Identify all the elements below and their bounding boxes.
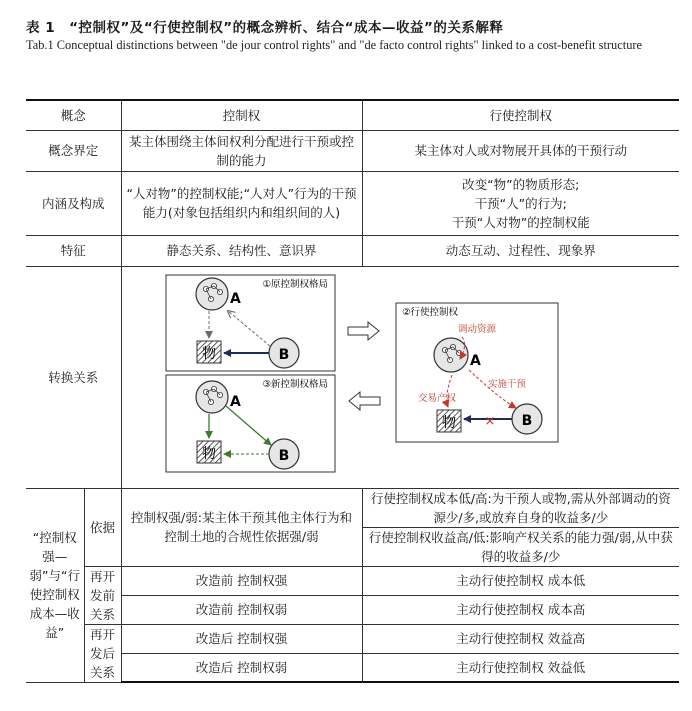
row-label-before: 再开发前关系 <box>84 566 121 624</box>
exercise-line: 干预“人”的行为; <box>474 195 567 211</box>
table-caption-en: Tab.1 Conceptual distinctions between "de jour control rights" and "de facto control rights" linked to a cost-benefit structure <box>26 38 643 52</box>
row-label-transform: 转换关系 <box>26 266 121 488</box>
row-before-1 <box>26 566 679 595</box>
cell-connotation-control: “人对物”的控制权能;“人对人”行为的干预能力(对象包括组织内和组织间的人) <box>121 171 362 235</box>
row-transform <box>26 266 679 488</box>
concept-table <box>26 99 679 683</box>
mobilize-label: 调动资源 <box>457 323 496 335</box>
cell-connotation-exercise <box>362 171 679 235</box>
row-after-1 <box>26 624 679 653</box>
cell-after-control: 改造后 控制权弱 <box>121 653 362 682</box>
panel-exercise <box>396 303 558 442</box>
cross-icon: × <box>484 413 495 429</box>
row-label-after: 再开发后关系 <box>84 624 121 682</box>
object-label: 物 <box>441 414 456 431</box>
cell-definition-control: 某主体围绕主体间权利分配进行干预或控制的能力 <box>121 130 362 171</box>
cell-before-control: 改造前 控制权弱 <box>121 595 362 624</box>
cell-after-exercise: 主动行使控制权 效益高 <box>362 624 679 653</box>
table-caption-cn: 表 1 “控制权”及“行使控制权”的概念辨析、结合“成本—收益”的关系解释 <box>26 20 504 36</box>
node-a-circle <box>196 278 228 310</box>
transform-diagram-cell <box>121 266 679 488</box>
row-label-feature: 特征 <box>26 235 121 266</box>
row-label-connotation: 内涵及构成 <box>26 171 121 235</box>
arrow-right-transition-icon <box>348 322 379 340</box>
row-definition <box>26 130 679 171</box>
cell-basis-benefit: 行使控制权收益高/低:影响产权关系的能力强/弱,从中获得的收益多/少 <box>362 527 679 566</box>
row-feature <box>26 235 679 266</box>
row-label-group: “控制权强—弱”与“行使控制权成本—收益” <box>26 488 84 682</box>
object-label: 物 <box>201 445 216 462</box>
panel-exercise-title: ②行使控制权 <box>401 306 458 318</box>
row-connotation <box>26 171 679 235</box>
cell-feature-exercise: 动态互动、过程性、现象界 <box>362 235 679 266</box>
arrow-left-transition-icon <box>349 392 380 410</box>
trade-label: 交易产权 <box>417 392 456 404</box>
exercise-line: 干预“人对物”的控制权能 <box>451 214 590 230</box>
cell-after-exercise: 主动行使控制权 效益低 <box>362 653 679 682</box>
header-control: 控制权 <box>121 100 362 130</box>
panel-original-title: ①原控制权格局 <box>261 278 328 290</box>
cell-definition-exercise: 某主体对人或对物展开具体的干预行动 <box>362 130 679 171</box>
row-label-basis: 依据 <box>84 488 121 566</box>
row-before-2 <box>26 595 679 624</box>
row-label-definition: 概念界定 <box>26 130 121 171</box>
header-concept: 概念 <box>26 100 121 130</box>
object-label: 物 <box>201 345 216 362</box>
exercise-line: 改变“物”的物质形态; <box>462 176 580 192</box>
panel-new-title: ③新控制权格局 <box>261 378 328 390</box>
header-exercise: 行使控制权 <box>362 100 679 130</box>
cell-before-exercise: 主动行使控制权 成本低 <box>362 566 679 595</box>
cell-before-exercise: 主动行使控制权 成本高 <box>362 595 679 624</box>
cell-feature-control: 静态关系、结构性、意识界 <box>121 235 362 266</box>
node-a-label: A <box>229 290 241 307</box>
row-basis-cost <box>26 488 679 527</box>
node-b-label: B <box>521 412 532 429</box>
node-b-label: B <box>278 447 289 464</box>
panel-new <box>166 375 335 472</box>
cell-basis-cost: 行使控制权成本低/高:为干预人或物,需从外部调动的资源少/多,或放弃自身的收益多/少 <box>362 488 679 527</box>
node-a-label: A <box>229 393 241 410</box>
cell-basis-control: 控制权强/弱:某主体干预其他主体行为和控制土地的合规性依据强/弱 <box>121 488 362 566</box>
implement-label: 实施干预 <box>487 378 526 390</box>
node-a-circle <box>196 381 228 413</box>
node-a-label: A <box>469 352 481 369</box>
node-b-label: B <box>278 346 289 363</box>
cell-after-control: 改造后 控制权强 <box>121 624 362 653</box>
cell-before-control: 改造前 控制权强 <box>121 566 362 595</box>
header-row <box>26 100 679 130</box>
node-a-circle <box>434 338 468 372</box>
row-after-2 <box>26 653 679 682</box>
transform-diagram <box>122 267 679 488</box>
panel-original <box>166 275 335 371</box>
